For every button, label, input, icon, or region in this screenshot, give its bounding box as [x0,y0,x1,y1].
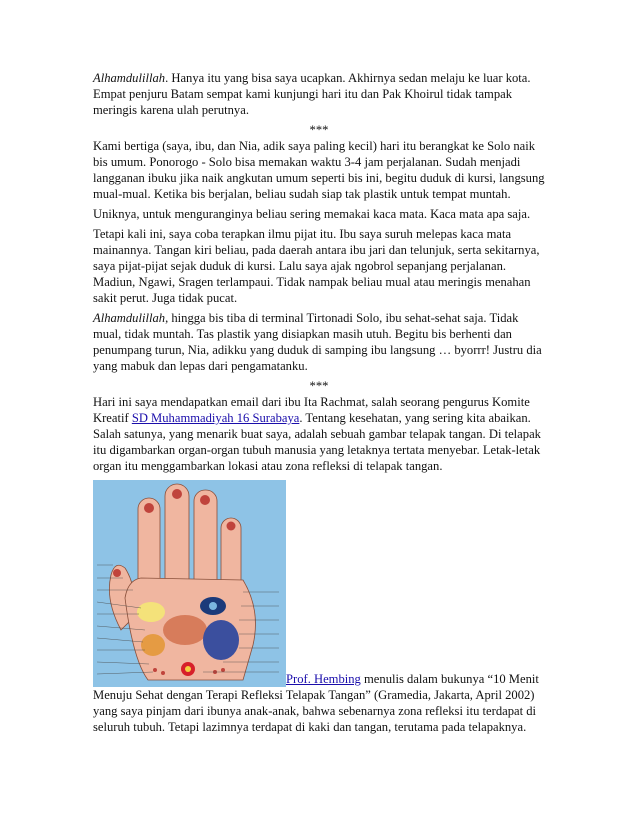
stomach-zone [203,620,239,660]
paragraph-6-after: . Tentang kesehatan, yang sering kita abaikan. Salah satunya, yang menarik buat saya, adalah sebuah gambar telapak tangan. Di telapak itu digambarkan organ-organ tubuh manusia yang letaknya tertata menyebar. Letak-letak organ itu menggambarkan lokasi atau zona refleksi di telapak tangan. [93,411,541,473]
paragraph-1 [93,70,545,118]
figure-row [93,480,545,687]
liver-zone [137,602,165,622]
emphasis-alhamdulillah: Alhamdulillah [93,71,166,85]
kidney-zone [141,634,165,656]
intestine-zone [163,615,207,645]
caption-first-line [286,672,539,686]
caption-first-text: menulis dalam bukunya “10 Menit [360,672,539,686]
hand-reflexology-illustration [93,480,286,687]
separator-2: *** [309,379,329,393]
separator: *** [309,123,329,137]
author-link[interactable]: Prof. Hembing [286,672,361,686]
reproductive-zone-center [185,666,191,672]
paragraph-5 [93,310,545,374]
paragraph-2: Kami bertiga (saya, ibu, dan Nia, adik saya paling kecil) hari itu berangkat ke Solo naik bis umum. Ponorogo - Solo bisa memakan waktu 3-4 jam perjalanan. Sudah menjadi langganan ibuku jika naik angkutan umum seperti bis ini, begitu duduk di kursi, langsung mual-mual. Ketika bis berjalan, beliau sudah siap tak plastik untuk tempat muntah. [93,139,545,201]
paragraph-6 [93,394,545,474]
paragraph-1-text: . Hanya itu yang bisa saya ucapkan. Akhirnya sedan melaju ke luar kota. Empat penjuru Batam sempat kami kunjungi hari itu dan Pak Khoirul tidak tampak meringis karena ulah perutnya. [93,71,531,117]
emphasis-alhamdulillah-2: Alhamdulillah [93,311,166,325]
school-link[interactable]: SD Muhammadiyah 16 Surabaya [131,411,300,425]
document-page [93,70,545,735]
eye-pupil [209,602,217,610]
paragraph-4: Tetapi kali ini, saya coba terapkan ilmu pijat itu. Ibu saya suruh melepas kaca mata mainannya. Tangan kiri beliau, pada daerah antara ibu jari dan telunjuk, serta sekitarnya, saya pijat-pijat sejak duduk di kursi. Lalu saya ajak ngobrol sepanjang perjalanan. Madiun, Ngawi, Sragen terlampaui. Tidak nampak beliau mual atau meringis menahan sakit perut. Juga tidak pucat. [93,227,540,305]
paragraph-5-text: , hingga bis tiba di terminal Tirtonadi Solo, ibu sehat-sehat saja. Tidak mual, tidak muntah. Tas plastik yang disiapkan masih utuh. Begitu bis berhenti dan penumpang turun, Nia, adikku yang duduk di samping ibu langsung … byorrr! Justru dia yang mabuk dan lepas dari pengamatanku. [93,311,542,373]
paragraph-3: Uniknya, untuk menguranginya beliau sering memakai kaca mata. Kaca mata apa saja. [93,207,531,221]
caption-continuation: Menuju Sehat dengan Terapi Refleksi Telapak Tangan” (Gramedia, Jakarta, April 2002) yang saya pinjam dari ibunya anak-anak, bahwa sebenarnya zona refleksi itu terdapat di seluruh tubuh. Tetapi lazimnya terdapat di kaki dan tangan, terutama pada telapaknya. [93,688,537,734]
paragraph-6-before: Hari ini saya mendapatkan email dari ibu Ita Rachmat, salah seorang pengurus Komite Kreatif [93,395,530,425]
